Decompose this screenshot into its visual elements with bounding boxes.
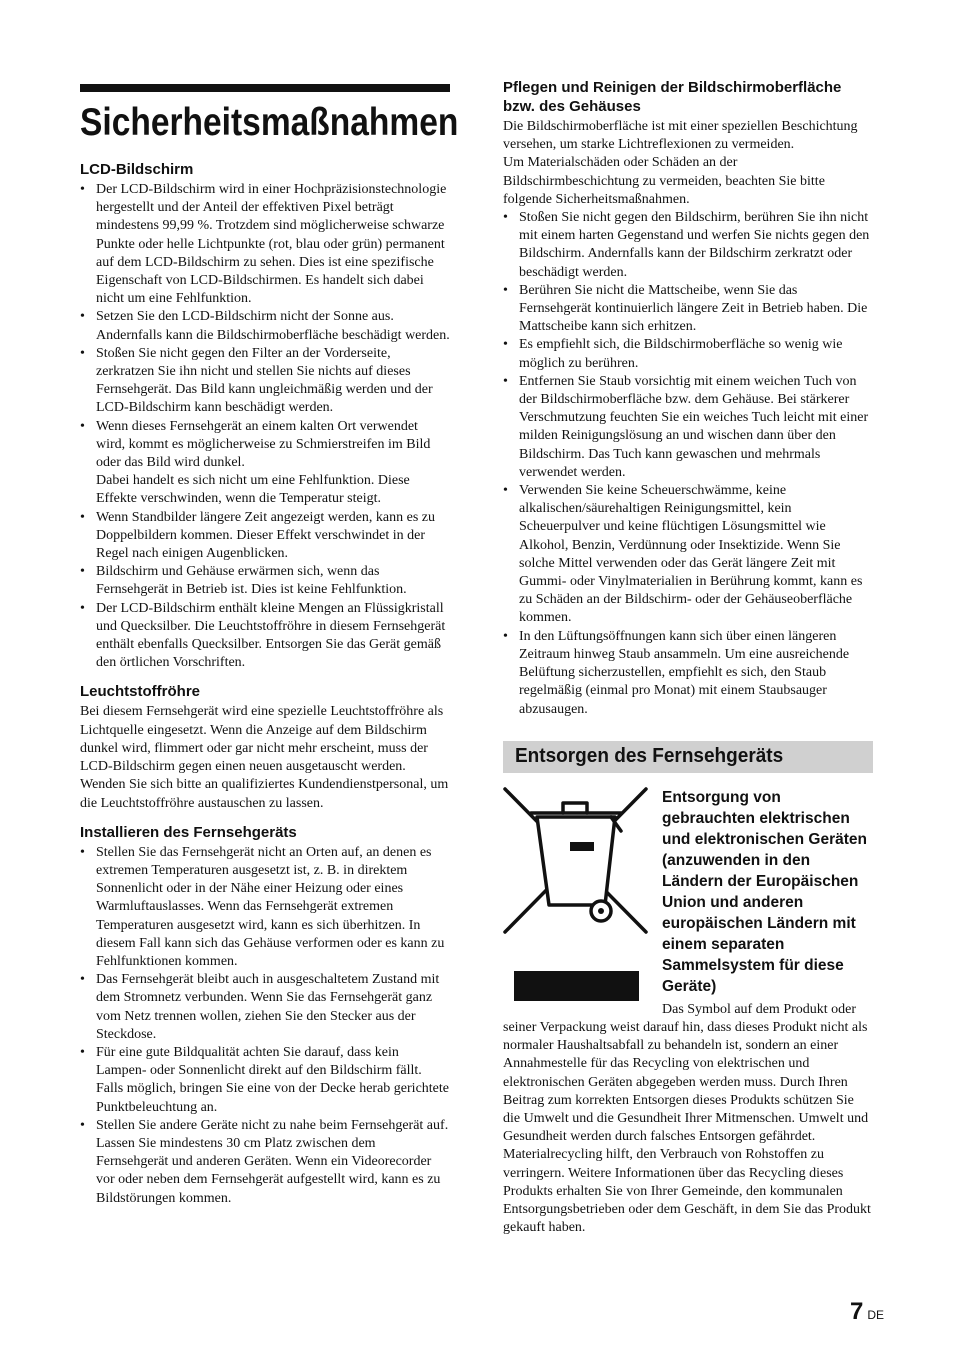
tube-text: Bei diesem Fernsehgerät wird eine spezielle Leuchtstoffröhre als Lichtquelle eingesetzt. Wenn die Anzeige auf dem Bildschirm dunkel wird, flimmert oder gar nicht mehr erscheint, muss der LCD-Bildschirm gegen einen neuen ausgetauscht werden. Wenden Sie sich bitte an qualifiziertes Kundendienstpersonal, um die Leuchtstoffröhre austauschen zu lassen. — [80, 704, 449, 811]
lcd-heading: LCD-Bildschirm — [80, 161, 194, 178]
list-item: • In den Lüftungsöffnungen kann sich über einen längeren Zeitraum hinweg Staub ansammeln. Um eine ausreichende Belüftung sicherzustellen, empfiehlt es sich, den Staub regelmäßig (einmal pro Monat) mit einem Staubsauger abzusaugen. — [503, 628, 873, 719]
disposal-section-title: Entsorgen des Fernsehgeräts — [515, 745, 784, 768]
page-number-value: 7 — [849, 1298, 864, 1325]
list-item: • Der LCD-Bildschirm enthält kleine Mengen an Flüssigkristall und Quecksilber. Die Leuchtstoffröhre in diesem Fernsehgerät enthält ebenfalls Quecksilber. Entsorgen Sie das Gerät gemäß den örtlichen Vorschriften. — [80, 600, 450, 673]
list-item: • Das Fernsehgerät bleibt auch in ausgeschaltetem Zustand mit dem Stromnetz verbunden. Wenn Sie das Fernsehgerät ganz vom Netz trennen wollen, ziehen Sie den Stecker aus der Steckdose. — [80, 971, 450, 1044]
list-item: • Setzen Sie den LCD-Bildschirm nicht der Sonne aus. Andernfalls kann die Bildschirmoberfläche beschädigt werden. — [80, 308, 450, 344]
weee-solid-bar — [514, 971, 639, 1001]
list-item: • Stoßen Sie nicht gegen den Bildschirm, berühren Sie ihn nicht mit einem harten Gegenstand und werfen Sie nichts gegen den Bildschirm. Andernfalls kann der Bildschirm zerkratzt oder beschädigt werden. — [503, 209, 873, 282]
crossed-out-wheelie-bin-icon — [503, 787, 648, 1007]
list-item: • Wenn Standbilder längere Zeit angezeigt werden, kann es zu Doppelbildern kommen. Dieser Effekt verschwindet in der Regel nach einigen Augenblicken. — [80, 509, 450, 564]
page-language: DE — [867, 1308, 884, 1322]
list-item: • Für eine gute Bildqualität achten Sie darauf, dass kein Lampen- oder Sonnenlicht direkt auf den Bildschirm fällt. Falls möglich, bringen Sie eine von der Decke herab gerichtete Punktbeleuchtung an. — [80, 1044, 450, 1117]
left-column — [80, 84, 459, 1218]
care-list — [503, 209, 873, 719]
disposal-heading: Entsorgung von gebrauchten elektrischen und elektronischen Geräten (anzuwenden in den Ländern der Europäischen Union und anderen europäischen Ländern mit einem separaten Sammelsystem für diese Geräte) — [662, 788, 867, 995]
title-rule — [80, 84, 450, 92]
disposal-section-bar — [503, 741, 873, 773]
wheelie-bin-svg — [503, 787, 648, 967]
tube-heading: Leuchtstoffröhre — [80, 683, 200, 701]
list-item: • Berühren Sie nicht die Mattscheibe, wenn Sie das Fernsehgerät kontinuierlich längere Zeit in Betrieb haben. Die Mattscheibe kann sich erhitzen. — [503, 282, 873, 337]
list-item: • Wenn dieses Fernsehgerät an einem kalten Ort verwendet wird, kommt es möglicherweise zu Schmierstreifen im Bild oder das Bild wird dunkel. Dabei handelt es sich nicht um eine Fehlfunktion. Diese Effekte verschwinden, wenn die Temperatur steigt. — [80, 418, 450, 509]
list-item: • Stoßen Sie nicht gegen den Filter an der Vorderseite, zerkratzen Sie ihn nicht und stellen Sie nichts auf dieses Fernsehgerät. Das Bild kann ungleichmäßig werden und der LCD-Bildschirm kann beschädigt werden. — [80, 345, 450, 418]
care-intro-2: Um Materialschäden oder Schäden an der Bildschirmbeschichtung zu vermeiden, beachten Sie bitte folgende Sicherheitsmaßnahmen. — [503, 155, 825, 207]
install-heading: Installieren des Fernsehgeräts — [80, 823, 297, 841]
list-item: • Es empfiehlt sich, die Bildschirmoberfläche so wenig wie möglich zu berühren. — [503, 336, 873, 372]
list-item: • Verwenden Sie keine Scheuerschwämme, keine alkalischen/säurehaltigen Reinigungsmittel, kein Scheuerpulver und keine flüchtigen Lösungsmittel wie Alkohol, Benzin, Verdünnung oder Insektizide. Wenn Sie solche Mittel verwenden oder das Gerät längere Zeit mit Gummi- oder Vinylmaterialien in Berührung kommt, kann es zu Schäden an der Bildschirm- oder der Gehäuseoberfläche kommen. — [503, 482, 873, 628]
lcd-list — [80, 181, 450, 672]
list-item: • Entfernen Sie Staub vorsichtig mit einem weichen Tuch von der Bildschirmoberfläche bzw. dem Gehäuse. Bei stärkerer Verschmutzung feuchten Sie ein weiches Tuch leicht mit einer milden Reinigungslösung an und wischen dann über den Bildschirm. Das Tuch kann gewaschen und mehrmals verwendet werden. — [503, 373, 873, 482]
list-item: • Stellen Sie das Fernsehgerät nicht an Orten auf, an denen es extremen Temperaturen ausgesetzt ist, z. B. in direktem Sonnenlicht oder in der Nähe einer Heizung oder eines Warmluftauslasses. Wenn das Fernsehgerät extremen Temperaturen ausgesetzt wird, kann es sich überhitzen. In diesem Fall kann sich das Gehäuse verformen oder es kann zu Fehlfunktionen kommen. — [80, 844, 450, 971]
list-item: • Stellen Sie andere Geräte nicht zu nahe beim Fernsehgerät auf. Lassen Sie mindestens 30 cm Platz zwischen dem Fernsehgerät und anderen Geräten. Wenn ein Videorecorder vor oder neben dem Fernsehgerät aufgestellt wird, kann es zu Bildstörungen kommen. — [80, 1117, 450, 1208]
disposal-text: Das Symbol auf dem Produkt oder seiner Verpackung weist darauf hin, dass dieses Produkt nicht als normaler Haushaltsabfall zu behandeln ist, sondern an einer Annahmestelle für das Recycling von elektrischen und elektronischen Geräten abgegeben werden muss. Durch Ihren Beitrag zum korrekten Entsorgen dieses Produkts schützen Sie die Umwelt und die Gesundheit Ihrer Mitmenschen. Umwelt und Gesundheit werden durch falsches Entsorgen gefährdet. Materialrecycling hilft, den Verbrauch von Rohstoffen zu verringern. Weitere Informationen über das Recycling dieses Produkts erhalten Sie von Ihrer Gemeinde, den kommunalen Entsorgungsbetrieben oder dem Geschäft, in dem Sie das Produkt gekauft haben. — [503, 1001, 871, 1236]
page-number — [850, 1298, 884, 1326]
page-title: Sicherheitsmaßnahmen — [80, 101, 459, 144]
care-intro-1: Die Bildschirmoberfläche ist mit einer speziellen Beschichtung versehen, um starke Lichtreflexionen zu vermeiden. — [503, 119, 858, 153]
install-list — [80, 844, 450, 1208]
disposal-block — [503, 787, 873, 1238]
list-item: • Der LCD-Bildschirm wird in einer Hochpräzisionstechnologie hergestellt und der Anteil der effektiven Pixel beträgt mindestens 99,99 %. Trotzdem sind möglicherweise schwarze Punkte oder helle Lichtpunkte (rot, blau oder grün) permanent auf dem LCD-Bildschirm zu sehen. Dies ist eine spezifische Eigenschaft von LCD-Bildschirmen. Es handelt sich dabei nicht um eine Fehlfunktion. — [80, 181, 450, 308]
right-column — [503, 78, 873, 1237]
care-heading: Pflegen und Reinigen der Bildschirmoberfläche bzw. des Gehäuses — [503, 79, 842, 115]
list-item: • Bildschirm und Gehäuse erwärmen sich, wenn das Fernsehgerät in Betrieb ist. Dies ist keine Fehlfunktion. — [80, 563, 450, 599]
